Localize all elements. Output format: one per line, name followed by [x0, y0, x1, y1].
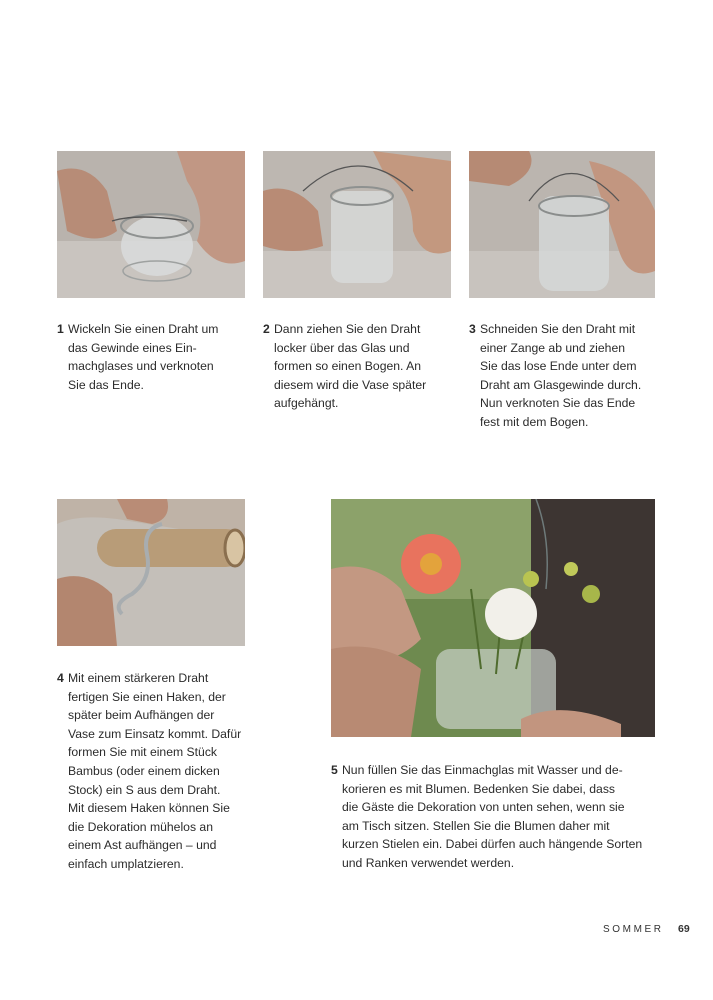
step-line: am Tisch sitzen. Stellen Sie die Blumen daher mit — [342, 818, 610, 833]
step-line: und Ranken verwendet werden. — [342, 855, 515, 870]
step-line: fertigen Sie einen Haken, der — [68, 689, 226, 704]
step-line: formen so einen Bogen. An — [274, 359, 422, 374]
step-line: machglases und verknoten — [68, 359, 214, 374]
photo-step-3 — [469, 151, 655, 298]
step-number: 4 — [57, 671, 64, 685]
step-line: später beim Aufhängen der — [68, 708, 215, 723]
step-number: 5 — [331, 763, 338, 777]
step-line: das Gewinde eines Ein- — [68, 340, 197, 355]
photo-step-4 — [57, 499, 245, 646]
step-line: die Gäste die Dekoration von unten sehen, wenn sie — [342, 800, 625, 815]
step-line: Mit einem stärkeren Draht — [68, 671, 209, 685]
step-line: kurzen Stielen ein. Dabei dürfen auch hängende Sorten — [342, 837, 643, 852]
step-line: Sie das Ende. — [68, 377, 144, 392]
step-line: korieren es mit Blumen. Bedenken Sie dabei, dass — [342, 781, 616, 796]
step-number: 1 — [57, 322, 64, 336]
step-1 — [57, 320, 218, 394]
step-4 — [57, 669, 241, 874]
step-line: Stock) ein S aus dem Draht. — [68, 782, 221, 797]
step-line: aufgehängt. — [274, 396, 339, 411]
step-line: die Dekoration mühelos an — [68, 819, 213, 834]
step-line: Schneiden Sie den Draht mit — [480, 322, 636, 336]
photo-step-5 — [331, 499, 655, 737]
step-line: diesem wird die Vase später — [274, 377, 427, 392]
step-3 — [469, 320, 641, 432]
step-line: einem Ast aufhängen – und — [68, 838, 217, 853]
step-number: 2 — [263, 322, 270, 336]
photo-step-2 — [263, 151, 451, 298]
step-5 — [331, 761, 642, 873]
step-line: einer Zange ab und ziehen — [480, 340, 626, 355]
step-number: 3 — [469, 322, 476, 336]
step-line: Sie das lose Ende unter dem — [480, 359, 637, 374]
page-number: 69 — [678, 923, 690, 935]
step-line: Dann ziehen Sie den Draht — [274, 322, 421, 336]
step-line: Vase zum Einsatz kommt. Dafür — [68, 726, 242, 741]
step-line: Mit diesem Haken können Sie — [68, 801, 230, 816]
step-line: einfach umplatzieren. — [68, 856, 184, 871]
step-line: locker über das Glas und — [274, 340, 410, 355]
step-line: Nun füllen Sie das Einmachglas mit Wasser und de- — [342, 763, 623, 777]
step-line: Wickeln Sie einen Draht um — [68, 322, 219, 336]
step-line: formen Sie mit einem Stück — [68, 745, 218, 760]
step-line: fest mit dem Bogen. — [480, 414, 589, 429]
step-line: Bambus (oder einem dicken — [68, 763, 220, 778]
section-footer: SOMMER — [603, 924, 664, 935]
step-line: Nun verknoten Sie das Ende — [480, 396, 636, 411]
step-line: Draht am Glasgewinde durch. — [480, 377, 642, 392]
photo-step-1 — [57, 151, 245, 298]
step-2 — [263, 320, 426, 413]
